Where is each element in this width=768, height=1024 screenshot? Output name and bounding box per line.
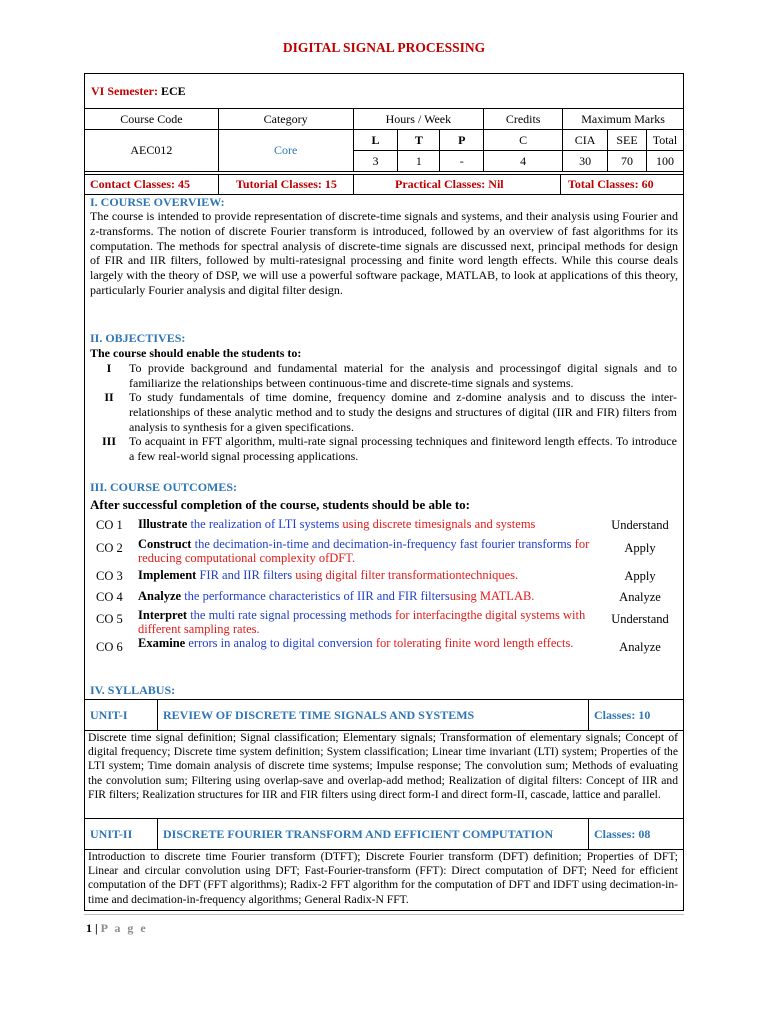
subheader-p: P: [440, 130, 484, 151]
outcome-object: the performance characteristics of IIR and FIR filters: [184, 589, 450, 603]
header-marks: Maximum Marks: [563, 109, 684, 130]
classes-row: [84, 174, 684, 195]
outcome-level: Understand: [611, 518, 669, 532]
unit-content: Discrete time signal definition; Signal classification; Elementary signals; Transformation of elementary signals; Concept of digital frequency; Discrete time system definition; System classification; Linear time invariant (LTI) system; Properties of the LTI system; Time domain analysis of discrete time systems; Impulse response; The convolution sum; Methods of evaluating the convolution sum; Filtering using overlap-save and overlap-add method; Realization of digital filters: Concept of IIR and FIR filters; Realization structures for IIR and FIR filters using direct form-I and direct form-II, cascade, lattice and parallel.: [88, 731, 678, 801]
subheader-c: C: [484, 130, 563, 151]
divider: [588, 700, 589, 730]
objective-number: II: [104, 390, 114, 404]
outcome-text: [138, 590, 598, 604]
subheader-t: T: [398, 130, 440, 151]
practical-classes: Practical Classes: Nil: [395, 177, 504, 191]
unit-header: [84, 699, 684, 731]
outcome-object: errors in analog to digital conversion: [188, 636, 373, 650]
objective-text: To provide background and fundamental material for the analysis and processingof digital signals and to familiarize the relationships between continuous-time and discrete-time signals and systems.: [129, 361, 677, 390]
header-hours: Hours / Week: [353, 109, 484, 130]
subheader-total: Total: [646, 130, 683, 151]
outcome-verb: Implement: [138, 568, 197, 582]
unit-title: REVIEW OF DISCRETE TIME SIGNALS AND SYSTEMS: [163, 708, 475, 722]
outcome-text: [138, 569, 598, 583]
divider: [157, 819, 158, 849]
unit-title: DISCRETE FOURIER TRANSFORM AND EFFICIENT COMPUTATION: [163, 827, 554, 841]
outcome-text: [138, 538, 598, 565]
outcome-level: Analyze: [619, 640, 661, 654]
outcomes-heading: III. COURSE OUTCOMES:: [90, 480, 238, 494]
value-cia: 30: [563, 151, 608, 172]
divider: [560, 175, 561, 194]
outcomes-intro: After successful completion of the course, students should be able to:: [90, 497, 470, 512]
outcome-method: using MATLAB.: [449, 589, 535, 603]
page-footer: [86, 921, 148, 936]
objective-number: III: [101, 434, 116, 448]
page-number: 1: [86, 921, 92, 935]
unit-label: UNIT-II: [90, 827, 133, 841]
outcome-object: the realization of LTI systems: [190, 517, 340, 531]
outcome-level: Understand: [611, 612, 669, 626]
value-c: 4: [484, 151, 563, 172]
course-code-value: AEC012: [85, 130, 219, 172]
outcome-method: using digital filter transformationtechniques.: [295, 568, 519, 582]
value-t: 1: [398, 151, 440, 172]
subheader-cia: CIA: [563, 130, 608, 151]
outcome-text: [138, 609, 598, 636]
divider: [157, 700, 158, 730]
outcome-id: CO 5: [96, 612, 123, 626]
unit-classes: Classes: 08: [594, 827, 651, 841]
outcome-level: Apply: [624, 541, 656, 555]
outcome-id: CO 1: [96, 518, 123, 532]
outcome-id: CO 4: [96, 590, 123, 604]
outcome-object: the decimation-in-time and decimation-in-frequency fast fourier transforms: [194, 537, 572, 551]
outcome-level: Apply: [624, 569, 656, 583]
objective-text: To acquaint in FFT algorithm, multi-rate signal processing techniques and finiteword length effects. To introduce a few real-world signal processing applications.: [129, 434, 677, 463]
outcome-text: [138, 637, 598, 651]
page-separator: |: [95, 921, 98, 935]
header-category: Category: [218, 109, 353, 130]
objectives-heading: II. OBJECTIVES:: [90, 331, 186, 345]
course-info-table: [84, 108, 684, 172]
overview-text: The course is intended to provide representation of discrete-time signals and systems, and their analysis using Fourier and z-transforms. The notion of discrete Fourier transform is introduced, followed by an overview of fast algorithms for its computation. The methods for spectral analysis of discrete-time signals are discussed next, principal methods for design of FIR and IIR filters, followed by multi-ratesignal processing and finite word length effects. While this course deals largely with the theory of DSP, we will use a powerful software package, MATLAB, to look at applications of this theory, particularly Fourier analysis and digital filter design.: [90, 209, 678, 297]
value-total: 100: [646, 151, 683, 172]
outcome-id: CO 3: [96, 569, 123, 583]
outcome-method: using discrete timesignals and systems: [342, 517, 536, 531]
outcome-verb: Examine: [138, 636, 186, 650]
semester-label: VI Semester:: [91, 84, 158, 98]
contact-classes: Contact Classes: 45: [90, 177, 190, 191]
value-p: -: [440, 151, 484, 172]
objective-text: To study fundamentals of time domine, frequency domine and z-domine analysis and to discuss the inter-relationships of these analytic method and to study the designs and structures of digital (IIR and FIR) filters from analysis to synthesis for a given specifications.: [129, 390, 677, 434]
divider: [588, 819, 589, 849]
outcome-level: Analyze: [619, 590, 661, 604]
outcome-verb: Illustrate: [138, 517, 188, 531]
header-course-code: Course Code: [85, 109, 219, 130]
value-see: 70: [608, 151, 647, 172]
divider: [218, 175, 219, 194]
objectives-intro: The course should enable the students to:: [90, 346, 302, 360]
outcome-id: CO 6: [96, 640, 123, 654]
syllabus-heading: IV. SYLLABUS:: [90, 683, 176, 697]
outcome-object: the multi rate signal processing methods: [190, 608, 392, 622]
footer-rule: [84, 914, 684, 915]
outcome-verb: Construct: [138, 537, 192, 551]
tutorial-classes: Tutorial Classes: 15: [236, 177, 337, 191]
subheader-l: L: [353, 130, 398, 151]
unit-content: Introduction to discrete time Fourier transform (DTFT); Discrete Fourier transform (DFT) definition; Properties of DFT; Linear and circular convolution using DFT; Fast-Fourier-transform (FFT): Direct computation of DFT; Need for efficient computation of the DFT (FFT algorithms); Radix-2 FFT algorithm for the computation of DFT and IDFT using decimation-in-time and decimation-in-frequency algorithms; General Radix-N FFT.: [88, 850, 678, 906]
unit-header: [84, 818, 684, 850]
page-label: P a g e: [100, 921, 148, 935]
overview-heading: I. COURSE OVERVIEW:: [90, 195, 225, 209]
outcome-text: [138, 518, 598, 532]
outcome-object: FIR and IIR filters: [199, 568, 293, 582]
value-l: 3: [353, 151, 398, 172]
outcome-verb: Analyze: [138, 589, 182, 603]
unit-label: UNIT-I: [90, 708, 128, 722]
outcome-method: for interfacingthe digital systems with different sampling rates.: [138, 608, 586, 636]
total-classes: Total Classes: 60: [568, 177, 654, 191]
subheader-see: SEE: [608, 130, 647, 151]
outcome-method: for reducing computational complexity ofDFT.: [138, 537, 590, 565]
category-value: Core: [218, 130, 353, 172]
objective-number: I: [106, 361, 112, 375]
outcome-id: CO 2: [96, 541, 123, 555]
header-credits: Credits: [484, 109, 563, 130]
semester-line: [91, 84, 186, 99]
outcome-verb: Interpret: [138, 608, 188, 622]
divider: [353, 175, 354, 194]
unit-classes: Classes: 10: [594, 708, 651, 722]
document-title: DIGITAL SIGNAL PROCESSING: [282, 40, 486, 55]
semester-value: ECE: [160, 84, 186, 98]
outcome-method: for tolerating finite word length effects.: [375, 636, 574, 650]
